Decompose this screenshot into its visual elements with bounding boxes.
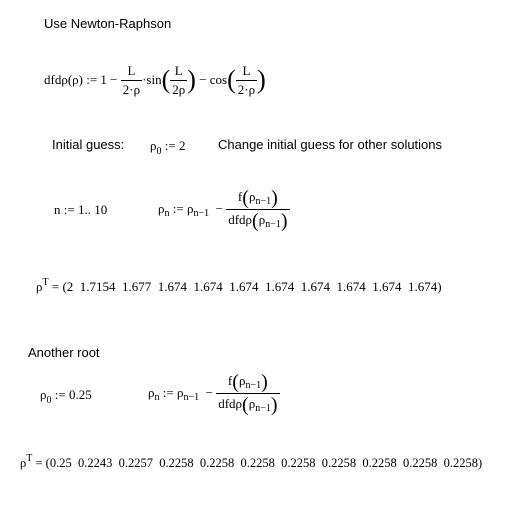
rho-subscript-n1: n−1 [193,207,210,219]
equals-op: = [35,456,43,470]
paren: ) [280,209,288,232]
paren: ( [242,186,249,209]
rho-symbol: ρ [158,201,165,216]
rho-subscript: 0 [46,395,52,406]
rho-subscript: n−1 [265,219,281,231]
fraction-1-den: 2·ρ [122,81,141,97]
rho-symbol: ρ [148,385,155,400]
newton-fraction-2-num [226,372,270,393]
rho-symbol-2: ρ [176,385,184,400]
initial-guess-label: Initial guess: [52,137,125,152]
initial-guess-value-2: 0.25 [68,387,92,402]
assign-op: := [172,201,184,216]
rho-symbol: ρ [258,211,266,227]
rho-symbol: ρ [248,188,256,204]
paren: ( [252,209,259,232]
newton-fraction-1-den [226,209,289,231]
dfdp-func: dfdρ [228,211,253,227]
paren-close: ) [187,65,196,94]
rho-subscript: n−1 [255,403,271,415]
rho-subscript: n−1 [245,380,262,392]
minus-op: − [205,385,213,400]
newton-fraction-1-num [236,188,280,209]
range-definition: n := 1.. 10 [54,202,108,217]
fraction-3-num: L [242,62,251,78]
result-vector-2 [20,453,483,471]
iteration-formula-1 [158,186,290,232]
heading: Use Newton-Raphson [44,16,172,31]
newton-fraction-2-den [216,393,279,415]
newton-fraction-2 [216,372,279,415]
fraction-2-num: L [174,62,183,78]
result-values-1: (2 1.7154 1.677 1.674 1.674 1.674 1.674 1.674 1.674 1.674 1.674) [62,279,442,294]
minus-op-2: − [199,72,207,87]
dfdp-lhs: dfdρ(ρ) [44,72,83,87]
cos-func: cos [209,72,228,87]
assign-op: := [86,72,98,87]
rho-symbol: ρ [150,138,157,153]
rho-subscript: 0 [156,146,162,157]
fraction-1 [121,63,142,98]
rho-symbol: ρ [40,387,47,402]
equals-op: = [51,279,60,294]
fraction-2 [170,63,187,98]
newton-fraction-1 [226,188,289,231]
paren: ) [270,393,278,416]
fraction-1-num: L [127,62,136,78]
rho-subscript-n: n [164,207,170,219]
result-values-2: (0.25 0.2243 0.2257 0.2258 0.2258 0.2258 0.2258 0.2258 0.2258 0.2258 0.2258) [45,456,483,470]
f-func: f [237,188,243,204]
minus-op: − [110,72,118,87]
initial-guess-expr [150,138,186,157]
rho-symbol: ρ [248,395,256,411]
sin-func: ·sin [142,72,162,87]
paren: ) [261,370,268,393]
fraction-3-den: 2·ρ [237,81,256,97]
rho-subscript: n−1 [255,196,272,208]
dfdp-func: dfdρ [218,395,243,411]
rho-subscript-n1: n−1 [183,391,200,403]
initial-guess-expr-2 [40,387,92,406]
paren-open-2: ( [227,65,236,94]
paren: ( [232,370,239,393]
fraction-3 [236,63,257,98]
dfdp-definition [44,62,266,98]
assign-op: := [162,385,174,400]
fraction-2-den: 2ρ [172,81,186,97]
iteration-formula-2 [148,370,280,416]
rho-subscript-n: n [154,391,160,403]
one: 1 [100,72,107,87]
paren-close-2: ) [257,65,266,94]
initial-guess-note: Change initial guess for other solutions [218,137,443,152]
rho-symbol-2: ρ [186,201,194,216]
rho-symbol: ρ [20,456,27,470]
initial-guess-value: 2 [178,138,186,153]
minus-op: − [215,201,223,216]
transpose-superscript: T [42,277,49,288]
another-root-label: Another root [28,345,100,360]
f-func: f [227,372,233,388]
assign-op: := [54,387,66,402]
paren: ( [242,393,249,416]
rho-symbol: ρ [36,279,43,294]
paren: ) [271,186,278,209]
rho-symbol: ρ [238,372,246,388]
result-vector-1 [36,279,442,295]
assign-op: := [164,138,176,153]
paren-open: ( [161,65,171,94]
transpose-superscript: T [26,453,33,464]
